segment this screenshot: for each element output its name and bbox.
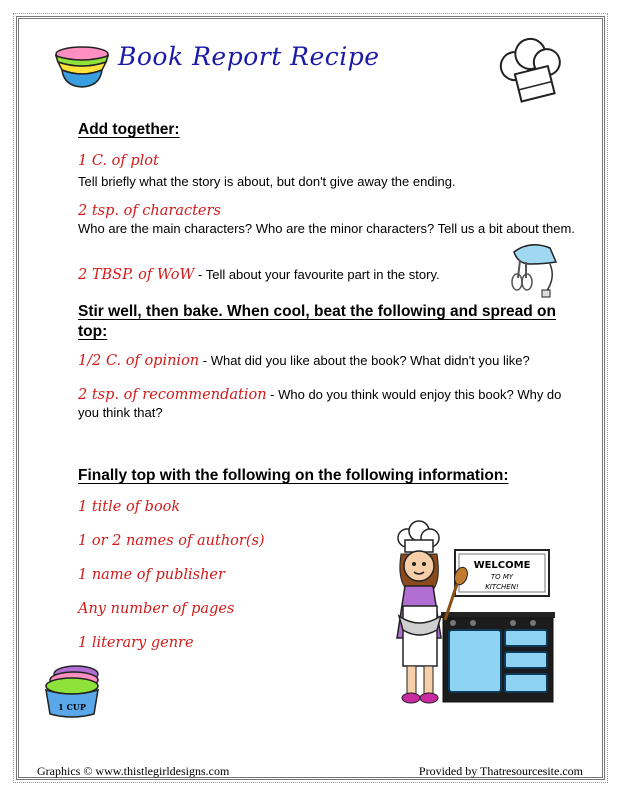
measuring-cups-icon [42,660,106,720]
topping-item: 1 title of book [78,499,181,515]
ingredient-amount: 1/2 C. of opinion [78,353,200,369]
ingredient-line [78,386,583,422]
chef-hat-icon [494,36,572,118]
mixing-bowls-icon [50,40,114,90]
ingredient-description: Tell briefly what the story is about, but don't give away the ending. [78,174,456,189]
svg-text:TO MY: TO MY [490,573,514,581]
topping-item: Any number of pages [78,601,235,617]
footer-graphics-credit: Graphics © www.thistlegirldesigns.com [37,764,230,778]
ingredient-description: - Tell about your favourite part in the story. [194,267,440,282]
ingredient-description: - What did you like about the book? What didn't you like? [199,353,530,368]
ingredient-line [78,353,530,369]
topping-item: 1 name of publisher [78,567,225,583]
ingredient-amount: 2 TBSP. of WoW [78,267,195,283]
ingredient-description: - Who do you think would enjoy this book? Why do you think that? [78,387,562,420]
girl-chef-icon [393,520,565,708]
svg-text:WELCOME: WELCOME [473,560,531,571]
page-title: Book Report Recipe [118,42,380,71]
ingredient-line [78,267,440,283]
topping-item: 1 or 2 names of author(s) [78,533,265,549]
ingredient-amount: 2 tsp. of characters [78,203,221,219]
topping-item: 1 literary genre [78,635,194,651]
ingredient-description: Who are the main characters? Who are the minor characters? Tell us a bit about them. [78,221,575,236]
ingredient-amount: 1 C. of plot [78,153,159,169]
section-heading-add-together: Add together: [78,121,180,138]
svg-text:KITCHEN!: KITCHEN! [485,583,519,591]
section-heading-finally: Finally top with the following on the following information: [78,467,509,484]
hand-mixer-icon [500,238,562,304]
section-heading-stir: Stir well, then bake. When cool, beat the following and spread on top: [78,303,556,340]
cup-label: 1 CUP [58,702,86,712]
footer-provided-by: Provided by Thatresourcesite.com [418,764,583,778]
ingredient-amount: 2 tsp. of recommendation [78,387,267,403]
